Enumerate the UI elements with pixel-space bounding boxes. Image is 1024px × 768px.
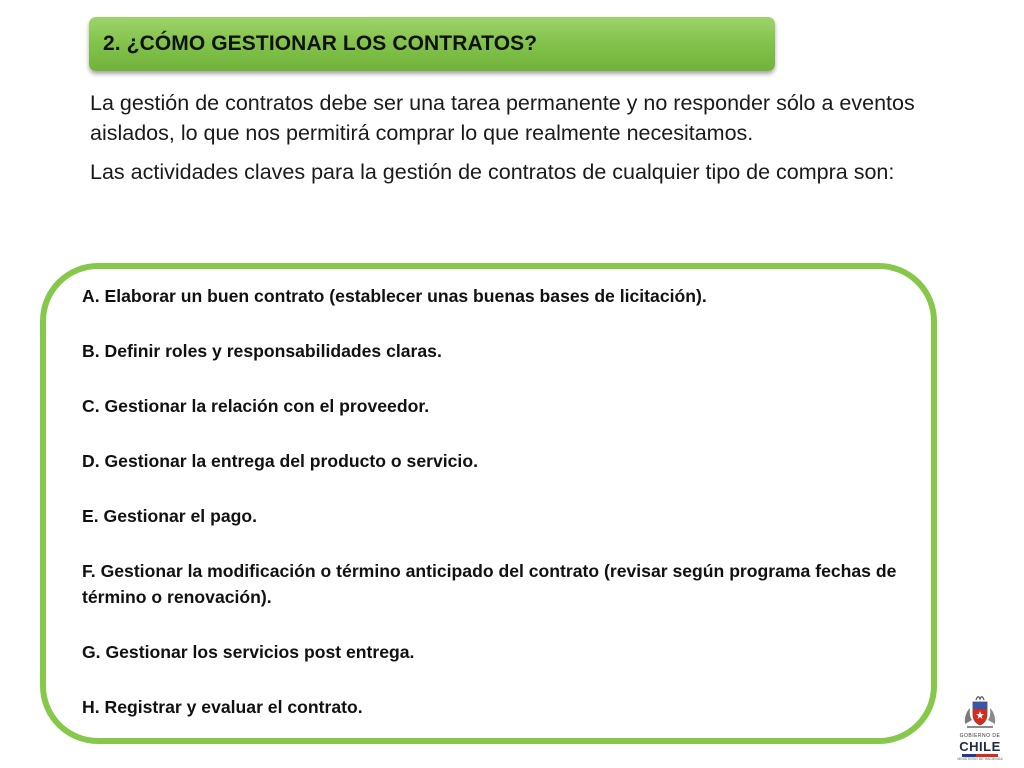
activities-intro-paragraph: Las actividades claves para la gestión de contratos de cualquier tipo de compra son: [90,160,895,184]
activity-item-d: D. Gestionar la entrega del producto o servicio. [82,451,478,471]
activity-item-b: B. Definir roles y responsabilidades claras. [82,341,442,361]
intro-paragraph: La gestión de contratos debe ser una tarea permanente y no responder sólo a eventos aislados, lo que nos permitirá comprar lo que realmente necesitamos. [90,91,915,145]
coat-of-arms-icon [961,694,999,732]
logo-country-label: CHILE [959,739,1001,754]
logo-ministry-label: MINISTERIO DE HACIENDA [957,757,1003,761]
activity-item-f: F. Gestionar la modificación o término anticipado del contrato (revisar según programa fechas de término o renovación). [82,561,897,607]
slide-title: 2. ¿CÓMO GESTIONAR LOS CONTRATOS? [103,32,538,55]
activity-item-e: E. Gestionar el pago. [82,506,258,526]
logo-government-label: GOBIERNO DE [959,733,1001,739]
intro-text-block [90,88,990,187]
activity-item-h: H. Registrar y evaluar el contrato. [82,697,363,717]
gobierno-de-chile-logo [954,694,1006,762]
activity-item-a: A. Elaborar un buen contrato (establecer unas buenas bases de licitación). [82,286,707,306]
activity-item-c: C. Gestionar la relación con el proveedor. [82,396,430,416]
activity-item-g: G. Gestionar los servicios post entrega. [82,642,415,662]
activities-list [82,283,932,720]
title-banner [89,17,775,71]
